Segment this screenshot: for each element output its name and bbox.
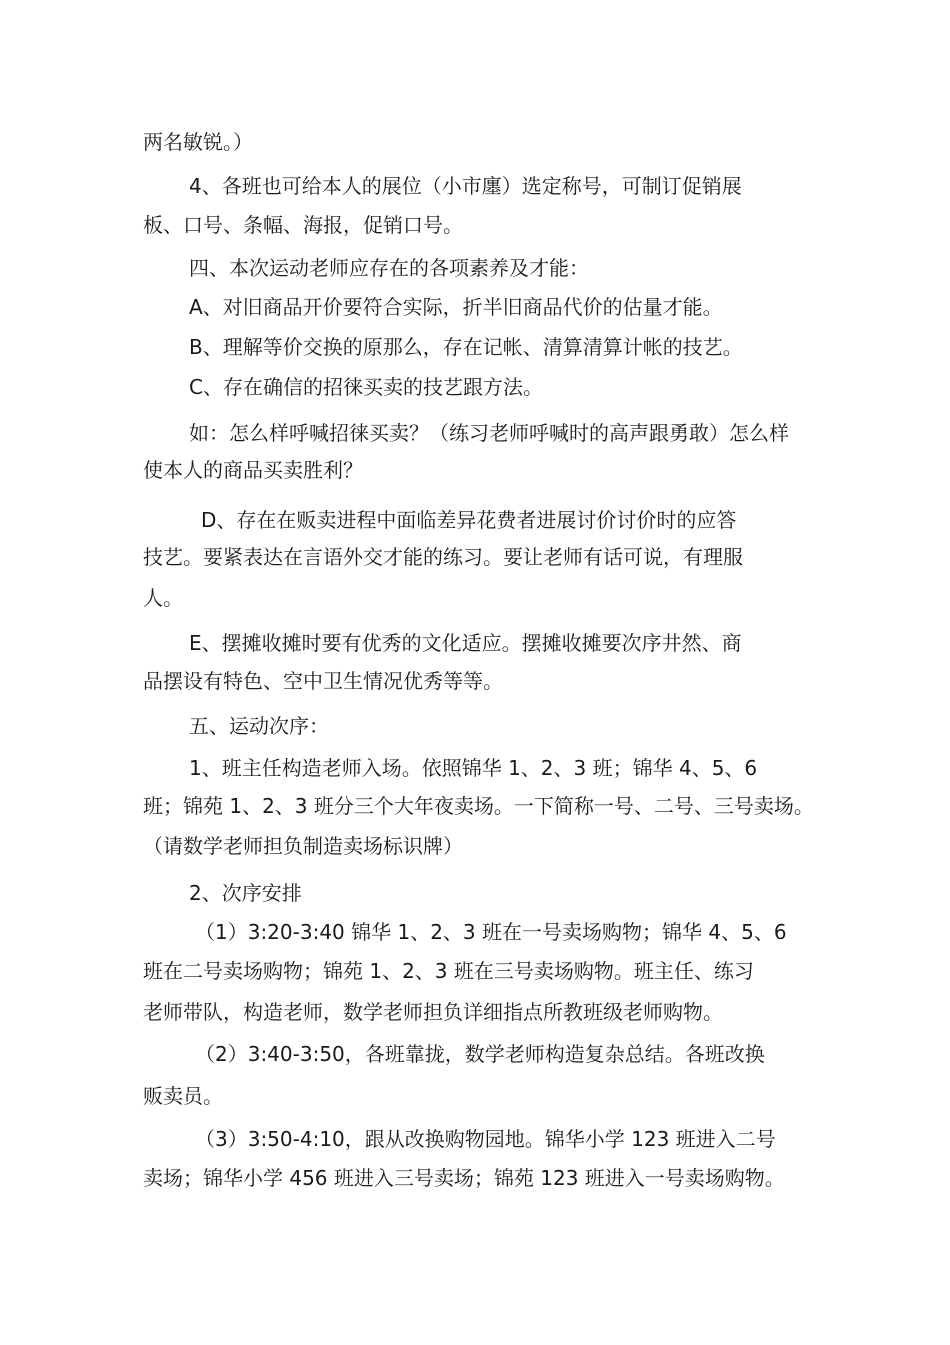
text-line: 班；锦苑 1、2、3 班分三个大年夜卖场。一下简称一号、二号、三号卖场。	[143, 794, 814, 818]
text-line: 四、本次运动老师应存在的各项素养及才能：	[189, 256, 589, 280]
text-line: C、存在确信的招徕买卖的技艺跟方法。	[189, 375, 543, 399]
text-line: D、存在在贩卖进程中面临差异花费者进展讨价讨价时的应答	[201, 508, 737, 532]
text-line: 板、口号、条幅、海报，促销口号。	[143, 213, 463, 237]
text-line: 使本人的商品买卖胜利？	[143, 458, 363, 482]
text-line: 品摆设有特色、空中卫生情况优秀等等。	[143, 669, 503, 693]
text-line: 1、班主任构造老师入场。依照锦华 1、2、3 班；锦华 4、5、6	[189, 756, 758, 780]
text-line: B、理解等价交换的原那么，存在记帐、清算清算计帐的技艺。	[189, 335, 743, 359]
text-line: 人。	[143, 586, 183, 610]
text-line: （请数学老师担负制造卖场标识牌）	[143, 834, 463, 858]
text-line: A、对旧商品开价要符合实际，折半旧商品代价的估量才能。	[189, 295, 723, 319]
text-line: 贩卖员。	[143, 1084, 223, 1108]
text-line: 技艺。要紧表达在言语外交才能的练习。要让老师有话可说，有理服	[143, 545, 743, 569]
text-line: 4、各班也可给本人的展位（小市廛）选定称号，可制订促销展	[189, 174, 742, 198]
text-line: 卖场；锦华小学 456 班进入三号卖场；锦苑 123 班进入一号卖场购物。	[143, 1166, 785, 1190]
text-line: （1）3:20-3:40 锦华 1、2、3 班在一号卖场购物；锦华 4、5、6	[195, 920, 787, 944]
text-line: 五、运动次序：	[189, 714, 329, 738]
text-line: （3）3:50-4:10，跟从改换购物园地。锦华小学 123 班进入二号	[195, 1127, 776, 1151]
text-line: E、摆摊收摊时要有优秀的文化适应。摆摊收摊要次序井然、商	[189, 631, 742, 655]
text-line: 如：怎么样呼喊招徕买卖？（练习老师呼喊时的高声跟勇敢）怎么样	[189, 421, 789, 445]
text-line: 2、次序安排	[189, 881, 302, 905]
text-line: （2）3:40-3:50，各班靠拢，数学老师构造复杂总结。各班改换	[195, 1042, 765, 1066]
text-line: 班在二号卖场购物；锦苑 1、2、3 班在三号卖场购物。班主任、练习	[143, 959, 754, 983]
text-line: 老师带队，构造老师，数学老师担负详细指点所教班级老师购物。	[143, 1000, 723, 1024]
text-line: 两名敏锐。）	[143, 130, 253, 154]
